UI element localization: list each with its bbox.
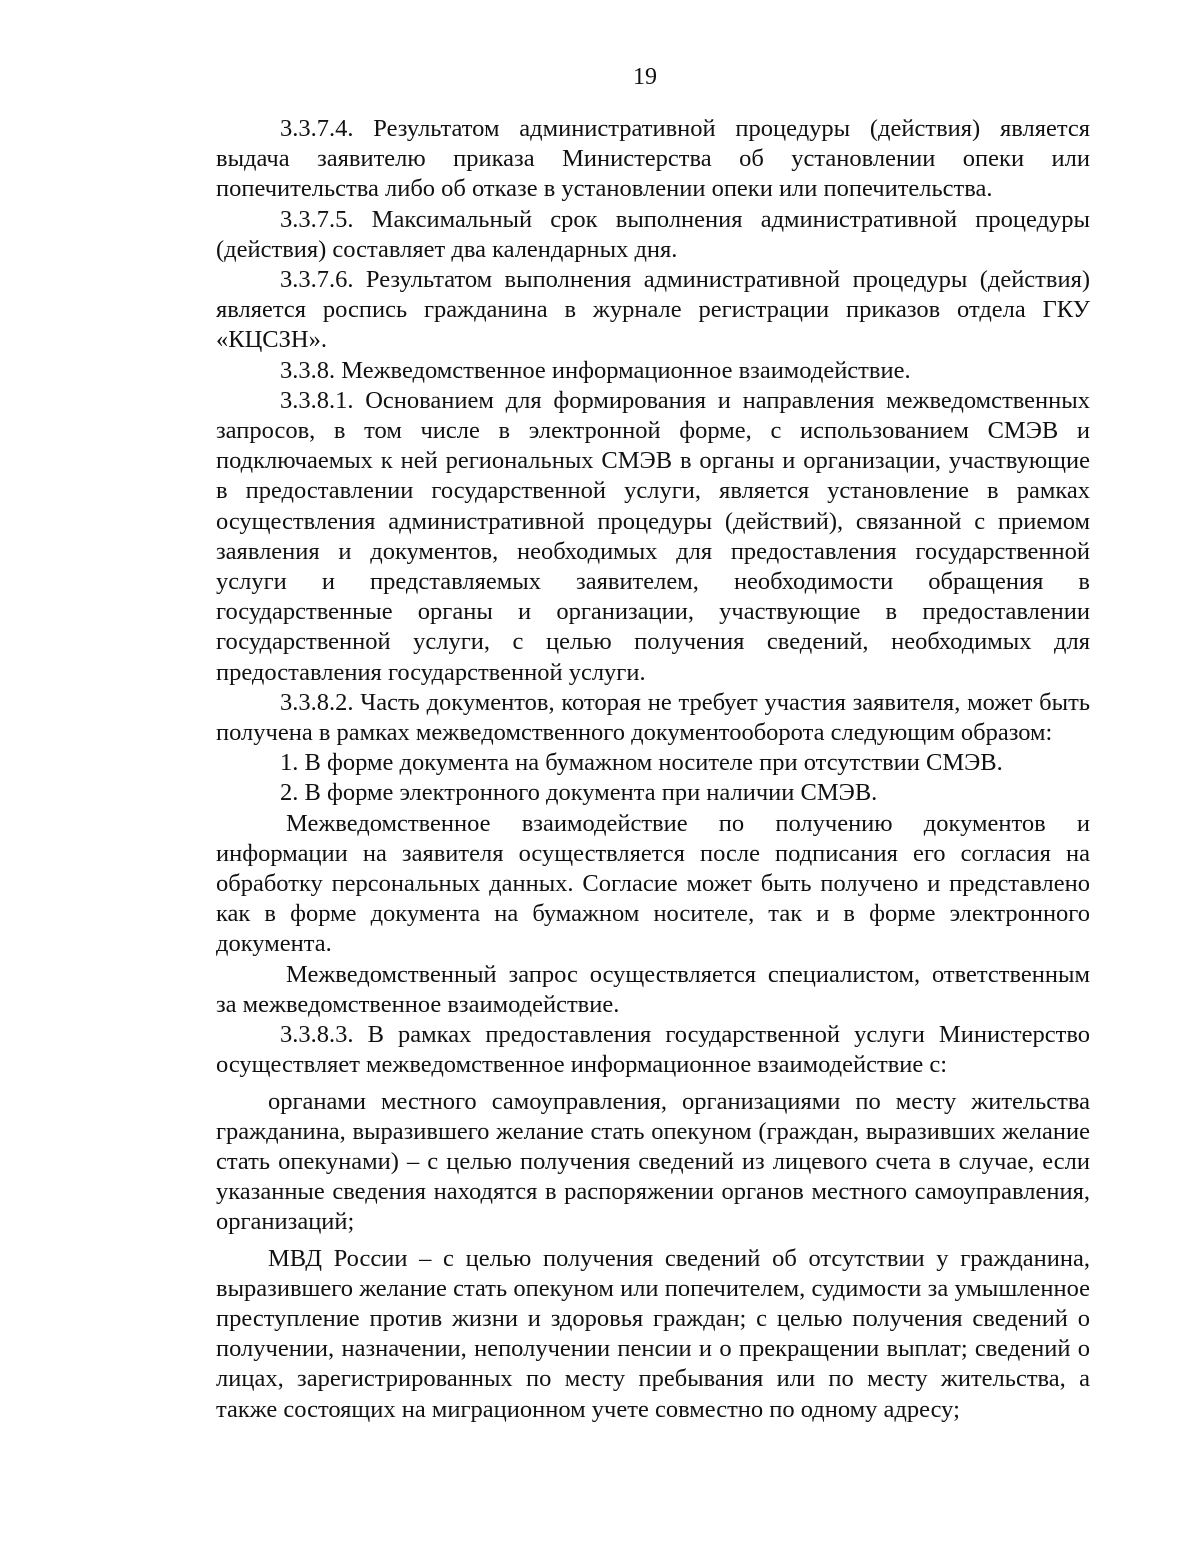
paragraph-mvd-russia: МВД России – с целью получения сведений об отсутствии у гражданина, выразившего желание стать опекуном или попечителем, судимости за умышленное преступление против жизни и здоровья граждан; с целью получения сведений о получении, назначении, неполучении пенсии и о прекращении выплат; сведений о лицах, зарегистрированных по месту пребывания или по месту жительства, а также состоящих на миграционном учете совместно по одному адресу; bbox=[216, 1244, 1090, 1423]
paragraph-interagency-request: Межведомственный запрос осуществляется специалистом, ответственным за межведомственное взаимодействие. bbox=[216, 960, 1090, 1018]
paragraph-3-3-8-2: 3.3.8.2. Часть документов, которая не требует участия заявителя, может быть получена в рамках межведомственного документооборота следующим образом: bbox=[216, 688, 1090, 747]
paragraph-3-3-7-5: 3.3.7.5. Максимальный срок выполнения административной процедуры (действия) составляет два календарных дня. bbox=[216, 205, 1090, 263]
list-item-paper-form: 1. В форме документа на бумажном носителе при отсутствии СМЭВ. bbox=[280, 749, 1003, 777]
paragraph-3-3-8-1: 3.3.8.1. Основанием для формирования и направления межведомственных запросов, в том числе в электронной форме, с использованием СМЭВ и подключаемых к ней региональных СМЭВ в органы и организации, участвующие в предоставлении государственной услуги, является установление в рамках осуществления административной процедуры (действий), связанной с приемом заявления и документов, необходимых для предоставления государственной услуги и представляемых заявителем, необходимости обращения в государственные органы и организации, участвующие в предоставлении государственной услуги, с целью получения сведений, необходимых для предоставления государственной услуги. bbox=[216, 386, 1090, 686]
paragraph-3-3-8-3: 3.3.8.3. В рамках предоставления государственной услуги Министерство осуществляет межведомственное информационное взаимодействие с: bbox=[216, 1021, 1090, 1079]
paragraph-local-authorities: органами местного самоуправления, организациями по месту жительства гражданина, выразившего желание стать опекуном (граждан, выразивших желание стать опекунами) – с целью получения сведений из лицевого счета в случае, если указанные сведения находятся в распоряжении органов местного самоуправления, организаций; bbox=[216, 1087, 1090, 1236]
paragraph-interaction-consent: Межведомственное взаимодействие по получению документов и информации на заявителя осуществляется после подписания его согласия на обработку персональных данных. Согласие может быть получено и представлено как в форме документа на бумажном носителе, так и в форме электронного документа. bbox=[216, 809, 1090, 958]
paragraph-3-3-7-6: 3.3.7.6. Результатом выполнения административной процедуры (действия) является роспись гражданина в журнале регистрации приказов отдела ГКУ «КЦСЗН». bbox=[216, 266, 1090, 354]
paragraph-3-3-7-4: 3.3.7.4. Результатом административной процедуры (действия) является выдача заявителю приказа Министерства об установлении опеки или попечительства либо об отказе в установлении опеки или попечительства. bbox=[216, 115, 1090, 203]
document-body bbox=[216, 114, 1090, 1425]
list-item-electronic-form: 2. В форме электронного документа при наличии СМЭВ. bbox=[280, 779, 878, 807]
paragraph-3-3-8: 3.3.8. Межведомственное информационное взаимодействие. bbox=[280, 356, 911, 384]
page-number: 19 bbox=[633, 64, 657, 90]
